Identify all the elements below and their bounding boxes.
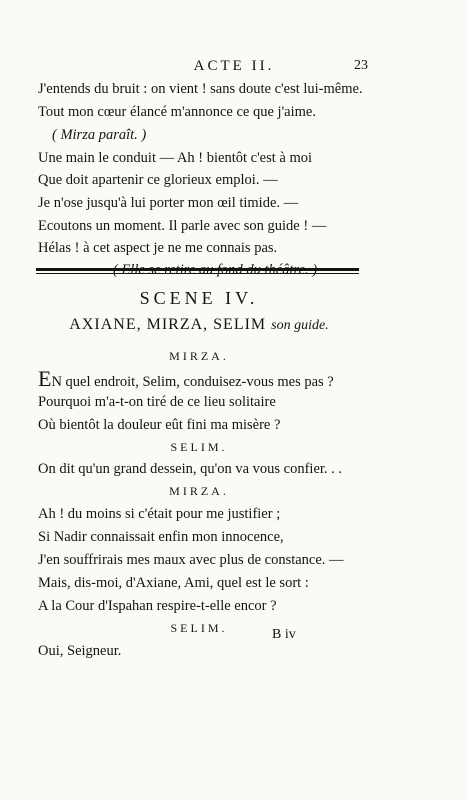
character-note: son guide. xyxy=(271,318,329,333)
speaker-name: SELIM. xyxy=(170,440,228,454)
verse-line: Une main le conduit — Ah ! bientôt c'est à moi xyxy=(38,150,313,166)
verse-line-text: N quel endroit, Selim, conduisez-vous mes pas ? xyxy=(51,374,334,390)
section-divider-thick xyxy=(36,268,359,271)
signature-mark: B iv xyxy=(272,627,296,642)
verse-line: Oui, Seigneur. xyxy=(38,643,122,659)
verse-line: Ah ! du moins si c'était pour me justifier ; xyxy=(38,506,281,522)
speaker-name: SELIM. xyxy=(170,621,228,635)
character-names: AXIANE, MIRZA, SELIM xyxy=(69,316,267,333)
act-title: ACTE II. xyxy=(193,58,275,74)
speaker-name: MIRZA. xyxy=(169,484,229,498)
verse-line: Mais, dis-moi, d'Axiane, Ami, quel est le sort : xyxy=(38,575,309,591)
verse-line: J'entends du bruit : on vient ! sans doute c'est lui-même. xyxy=(38,81,363,97)
running-head xyxy=(0,58,468,78)
verse-line: Tout mon cœur élancé m'annonce ce que j'aime. xyxy=(38,104,316,120)
section-divider-thin xyxy=(36,273,359,274)
speaker-name: MIRZA. xyxy=(169,349,229,363)
scene-heading: SCENE IV. xyxy=(139,288,259,308)
verse-line: A la Cour d'Ispahan respire-t-elle encor ? xyxy=(38,598,277,614)
verse-line: J'en souffrirais mes maux avec plus de constance. — xyxy=(38,552,344,568)
verse-line: Que doit apartenir ce glorieux emploi. — xyxy=(38,172,278,188)
verse-line: Je n'ose jusqu'à lui porter mon œil timide. — xyxy=(38,195,299,211)
verse-line: Pourquoi m'a-t-on tiré de ce lieu solitaire xyxy=(38,394,276,410)
verse-line: Ecoutons un moment. Il parle avec son guide ! — xyxy=(38,218,327,234)
stage-direction: ( Mirza paraît. ) xyxy=(52,127,147,143)
verse-line: On dit qu'un grand dessein, qu'on va vous confier. . . xyxy=(38,461,343,477)
drop-cap: E xyxy=(38,366,52,391)
verse-line xyxy=(38,366,334,391)
verse-line: Si Nadir connaissait enfin mon innocence, xyxy=(38,529,284,545)
page-number: 23 xyxy=(354,58,368,73)
scene-characters xyxy=(0,316,398,334)
verse-line: Hélas ! à cet aspect je ne me connais pas. xyxy=(38,240,278,256)
verse-line: Où bientôt la douleur eût fini ma misère ? xyxy=(38,417,281,433)
